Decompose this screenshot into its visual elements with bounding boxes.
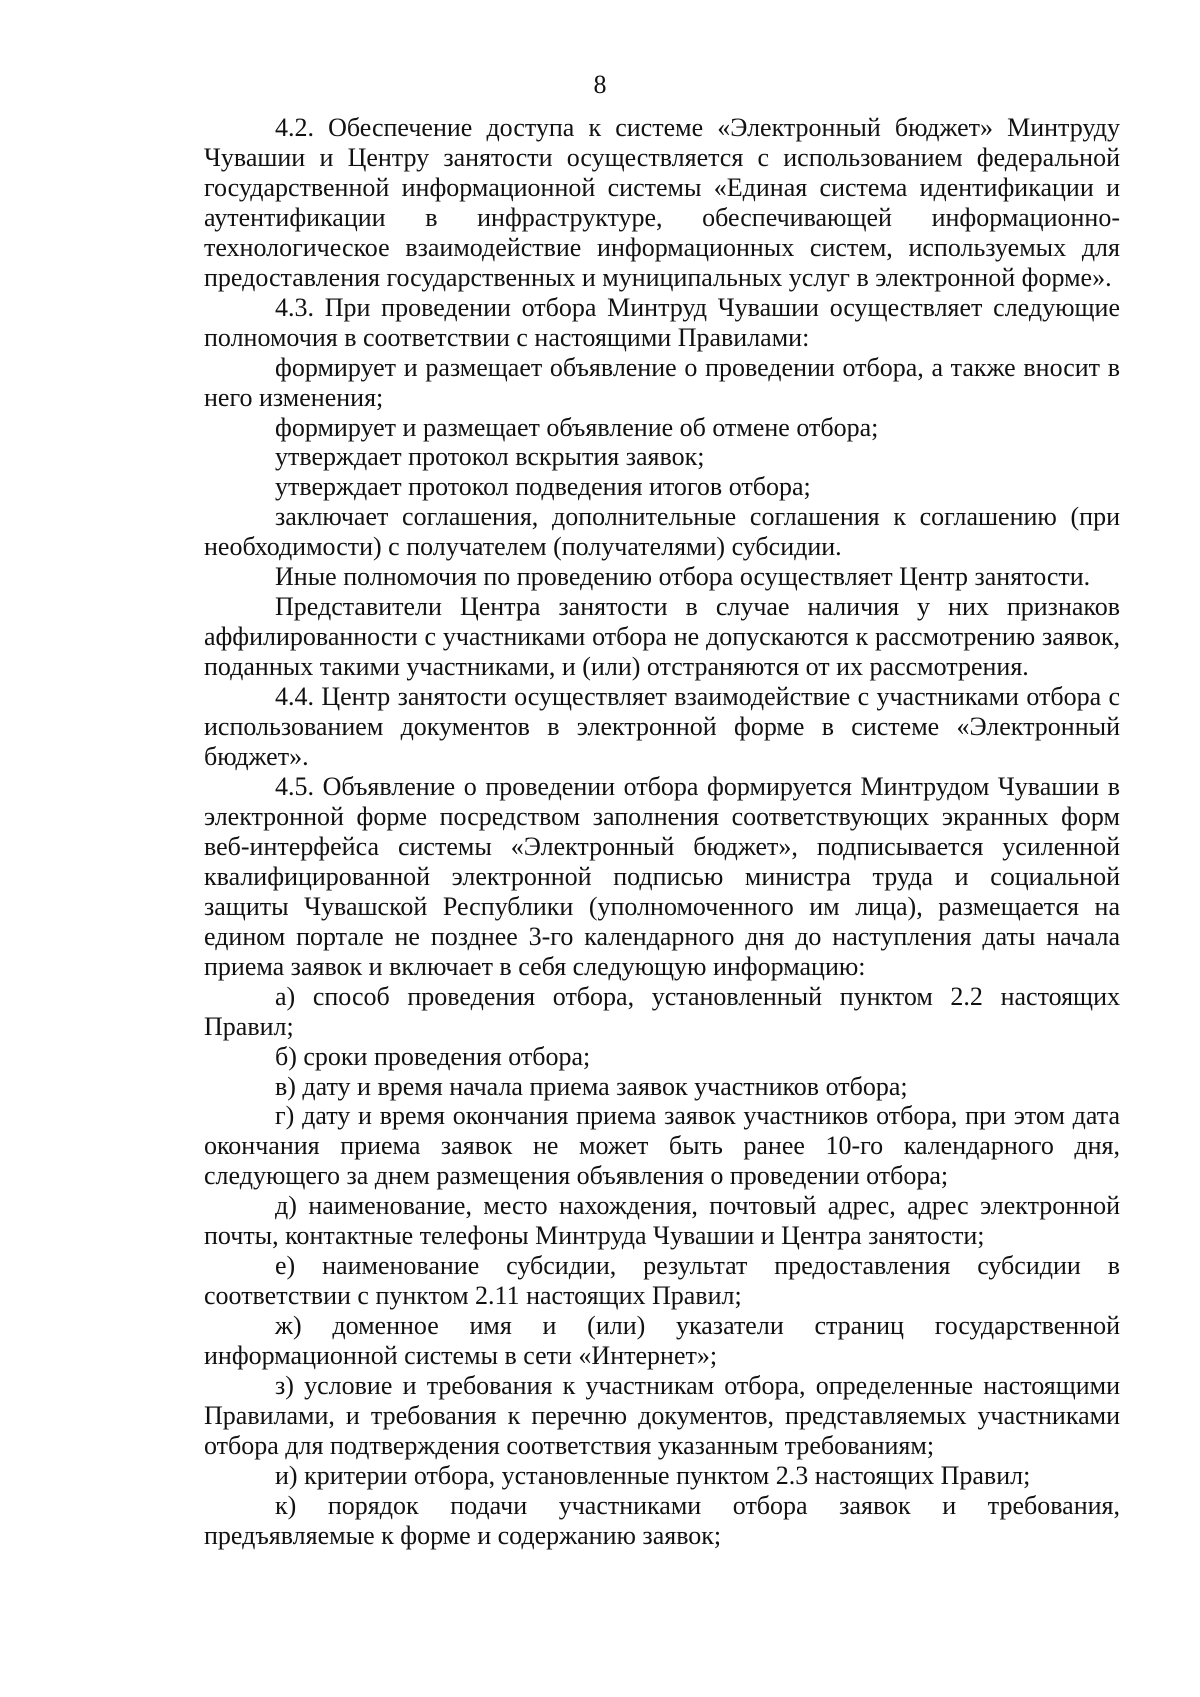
paragraph-4-5: 4.5. Объявление о проведении отбора формируется Минтрудом Чувашии в электронной форме посредством заполнения соответствующих экранных форм веб-интерфейса системы «Электронный бюджет», подписывается усиленной квалифицированной электронной подписью министра труда и социальной защиты Чувашской Республики (уполномоченного им лица), размещается на едином портале не позднее 3-го календарного дня до наступления даты начала приема заявок и включает в себя следующую информацию: — [204, 771, 1120, 981]
paragraph-4-2: 4.2. Обеспечение доступа к системе «Электронный бюджет» Минтруду Чувашии и Центру занятости осуществляется с использованием федеральной государственной информационной системы «Единая система идентификации и аутентификации в инфраструктуре, обеспечивающей информационно-технологическое взаимодействие информационных систем, используемых для предоставления государственных и муниципальных услуг в электронной форме». — [204, 113, 1120, 292]
list-item-k: к) порядок подачи участниками отбора заявок и требования, предъявляемые к форме и содержанию заявок; — [204, 1490, 1120, 1550]
list-item-g: г) дату и время окончания приема заявок участников отбора, при этом дата окончания приема заявок не может быть ранее 10-го календарного дня, следующего за днем размещения объявления о проведении отбора; — [204, 1101, 1120, 1191]
paragraph-powers-opening-protocol: утверждает протокол вскрытия заявок; — [275, 442, 705, 472]
list-item-e: е) наименование субсидии, результат предоставления субсидии в соответствии с пунктом 2.11 настоящих Правил; — [204, 1251, 1120, 1311]
paragraph-other-powers: Иные полномочия по проведению отбора осуществляет Центр занятости. — [275, 562, 1091, 592]
list-item-z: з) условие и требования к участникам отбора, определенные настоящими Правилами, и требования к перечню документов, представляемых участниками отбора для подтверждения соответствия указанным требованиям; — [204, 1371, 1120, 1460]
paragraph-affiliation: Представители Центра занятости в случае наличия у них признаков аффилированности с участниками отбора не допускаются к рассмотрению заявок, поданных такими участниками, и (или) отстраняются от их рассмотрения. — [204, 592, 1120, 682]
list-item-a: а) способ проведения отбора, установленный пунктом 2.2 настоящих Правил; — [204, 981, 1120, 1041]
list-item-v: в) дату и время начала приема заявок участников отбора; — [275, 1071, 908, 1101]
paragraph-4-4: 4.4. Центр занятости осуществляет взаимодействие с участниками отбора с использованием документов в электронной форме в системе «Электронный бюджет». — [204, 682, 1120, 772]
list-item-i: и) критерии отбора, установленные пунктом 2.3 настоящих Правил; — [275, 1460, 1031, 1490]
page-number: 8 — [593, 70, 607, 99]
paragraph-powers-agreements: заключает соглашения, дополнительные соглашения к соглашению (при необходимости) с получателем (получателями) субсидии. — [204, 502, 1120, 562]
list-item-b: б) сроки проведения отбора; — [275, 1041, 591, 1071]
paragraph-powers-cancel: формирует и размещает объявление об отмене отбора; — [275, 412, 879, 442]
document-body — [204, 113, 1120, 1551]
paragraph-powers-announce: формирует и размещает объявление о проведении отбора, а также вносит в него изменения; — [204, 352, 1120, 412]
list-item-zh: ж) доменное имя и (или) указатели страниц государственной информационной системы в сети «Интернет»; — [204, 1311, 1120, 1371]
paragraph-4-3: 4.3. При проведении отбора Минтруд Чувашии осуществляет следующие полномочия в соответствии с настоящими Правилами: — [204, 292, 1120, 352]
paragraph-powers-results-protocol: утверждает протокол подведения итогов отбора; — [275, 472, 811, 502]
list-item-d: д) наименование, место нахождения, почтовый адрес, адрес электронной почты, контактные телефоны Минтруда Чувашии и Центра занятости; — [204, 1191, 1120, 1251]
